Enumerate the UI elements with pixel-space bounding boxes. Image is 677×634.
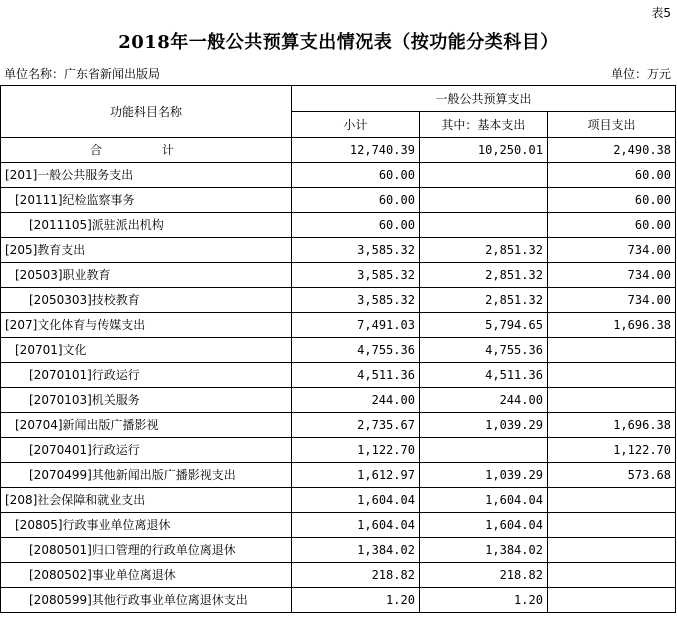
- basic-expense-cell: 218.82: [419, 563, 547, 588]
- header-project-col: 项目支出: [547, 112, 675, 138]
- subtotal-cell: 3,585.32: [291, 263, 419, 288]
- basic-expense-cell: [419, 438, 547, 463]
- header-total-col: 小计: [291, 112, 419, 138]
- project-expense-cell: [547, 363, 675, 388]
- subtotal-cell: 3,585.32: [291, 288, 419, 313]
- subtotal-cell: 1,612.97: [291, 463, 419, 488]
- project-expense-cell: 573.68: [547, 463, 675, 488]
- project-expense-cell: 60.00: [547, 188, 675, 213]
- table-row: [1, 288, 676, 313]
- basic-expense-cell: 1.20: [419, 588, 547, 613]
- project-expense-cell: [547, 513, 675, 538]
- function-item-name: [20111]纪检监察事务: [1, 188, 292, 213]
- subtotal-cell: 2,735.67: [291, 413, 419, 438]
- basic-expense-cell: 1,039.29: [419, 463, 547, 488]
- project-expense-cell: 1,696.38: [547, 313, 675, 338]
- subtotal-cell: 1,604.04: [291, 488, 419, 513]
- subtotal-cell: 7,491.03: [291, 313, 419, 338]
- subtotal-cell: 218.82: [291, 563, 419, 588]
- subtotal-cell: 60.00: [291, 188, 419, 213]
- function-item-name: [2080502]事业单位离退休: [1, 563, 292, 588]
- subtotal-cell: 1,604.04: [291, 513, 419, 538]
- unit-name-label: 单位名称：广东省新闻出版局: [4, 67, 161, 81]
- function-item-name: [2050303]技校教育: [1, 288, 292, 313]
- function-item-name: [20503]职业教育: [1, 263, 292, 288]
- header-basic-col: 其中：基本支出: [419, 112, 547, 138]
- header-row: [1, 86, 676, 112]
- table-body: [1, 138, 676, 613]
- function-item-name: [20805]行政事业单位离退休: [1, 513, 292, 538]
- basic-expense-cell: 2,851.32: [419, 288, 547, 313]
- table-row: [1, 588, 676, 613]
- subtotal-cell: 60.00: [291, 213, 419, 238]
- table-row: [1, 213, 676, 238]
- project-expense-cell: [547, 488, 675, 513]
- function-item-name: [2070499]其他新闻出版广播影视支出: [1, 463, 292, 488]
- project-expense-cell: [547, 538, 675, 563]
- table-row: [1, 313, 676, 338]
- table-row: [1, 338, 676, 363]
- table-row: [1, 413, 676, 438]
- subtotal-cell: 12,740.39: [291, 138, 419, 163]
- project-expense-cell: [547, 563, 675, 588]
- table-row: [1, 238, 676, 263]
- basic-expense-cell: 4,511.36: [419, 363, 547, 388]
- project-expense-cell: 2,490.38: [547, 138, 675, 163]
- function-item-name: [207]文化体育与传媒支出: [1, 313, 292, 338]
- table-row: [1, 438, 676, 463]
- subtotal-cell: 4,511.36: [291, 363, 419, 388]
- total-row: [1, 138, 676, 163]
- table-row: [1, 188, 676, 213]
- project-expense-cell: 1,122.70: [547, 438, 675, 463]
- basic-expense-cell: 5,794.65: [419, 313, 547, 338]
- basic-expense-cell: 2,851.32: [419, 238, 547, 263]
- basic-expense-cell: 4,755.36: [419, 338, 547, 363]
- subtotal-cell: 1,122.70: [291, 438, 419, 463]
- table-row: [1, 563, 676, 588]
- unit-currency-label: 单位：万元: [610, 67, 671, 81]
- subtotal-cell: 1,384.02: [291, 538, 419, 563]
- basic-expense-cell: 1,384.02: [419, 538, 547, 563]
- function-item-name: [208]社会保障和就业支出: [1, 488, 292, 513]
- table-header: [1, 86, 676, 138]
- sheet-label: 表5: [651, 6, 671, 20]
- project-expense-cell: 1,696.38: [547, 413, 675, 438]
- table-row: [1, 163, 676, 188]
- page-title: 2018年一般公共预算支出情况表（按功能分类科目）: [118, 32, 559, 53]
- table-row: [1, 263, 676, 288]
- function-item-name: [2070101]行政运行: [1, 363, 292, 388]
- function-item-name: [201]一般公共服务支出: [1, 163, 292, 188]
- basic-expense-cell: [419, 163, 547, 188]
- function-item-name: [2011105]派驻派出机构: [1, 213, 292, 238]
- function-item-name: [20704]新闻出版广播影视: [1, 413, 292, 438]
- budget-table: [0, 85, 676, 613]
- header-group-col: 一般公共预算支出: [291, 86, 675, 112]
- project-expense-cell: 734.00: [547, 263, 675, 288]
- total-label: 合 计: [1, 138, 292, 163]
- header-name-col: 功能科目名称: [1, 86, 292, 138]
- table-row: [1, 538, 676, 563]
- project-expense-cell: 60.00: [547, 163, 675, 188]
- function-item-name: [2070401]行政运行: [1, 438, 292, 463]
- basic-expense-cell: [419, 213, 547, 238]
- function-item-name: [205]教育支出: [1, 238, 292, 263]
- project-expense-cell: 734.00: [547, 288, 675, 313]
- basic-expense-cell: 1,039.29: [419, 413, 547, 438]
- table-row: [1, 463, 676, 488]
- function-item-name: [20701]文化: [1, 338, 292, 363]
- function-item-name: [2080599]其他行政事业单位离退休支出: [1, 588, 292, 613]
- basic-expense-cell: 1,604.04: [419, 488, 547, 513]
- subtotal-cell: 60.00: [291, 163, 419, 188]
- subtotal-cell: 4,755.36: [291, 338, 419, 363]
- subtotal-cell: 1.20: [291, 588, 419, 613]
- subtotal-cell: 244.00: [291, 388, 419, 413]
- table-row: [1, 488, 676, 513]
- basic-expense-cell: 1,604.04: [419, 513, 547, 538]
- basic-expense-cell: [419, 188, 547, 213]
- table-row: [1, 513, 676, 538]
- basic-expense-cell: 10,250.01: [419, 138, 547, 163]
- subtotal-cell: 3,585.32: [291, 238, 419, 263]
- project-expense-cell: 734.00: [547, 238, 675, 263]
- project-expense-cell: 60.00: [547, 213, 675, 238]
- basic-expense-cell: 244.00: [419, 388, 547, 413]
- project-expense-cell: [547, 588, 675, 613]
- table-row: [1, 388, 676, 413]
- function-item-name: [2080501]归口管理的行政单位离退休: [1, 538, 292, 563]
- table-row: [1, 363, 676, 388]
- basic-expense-cell: 2,851.32: [419, 263, 547, 288]
- project-expense-cell: [547, 388, 675, 413]
- function-item-name: [2070103]机关服务: [1, 388, 292, 413]
- project-expense-cell: [547, 338, 675, 363]
